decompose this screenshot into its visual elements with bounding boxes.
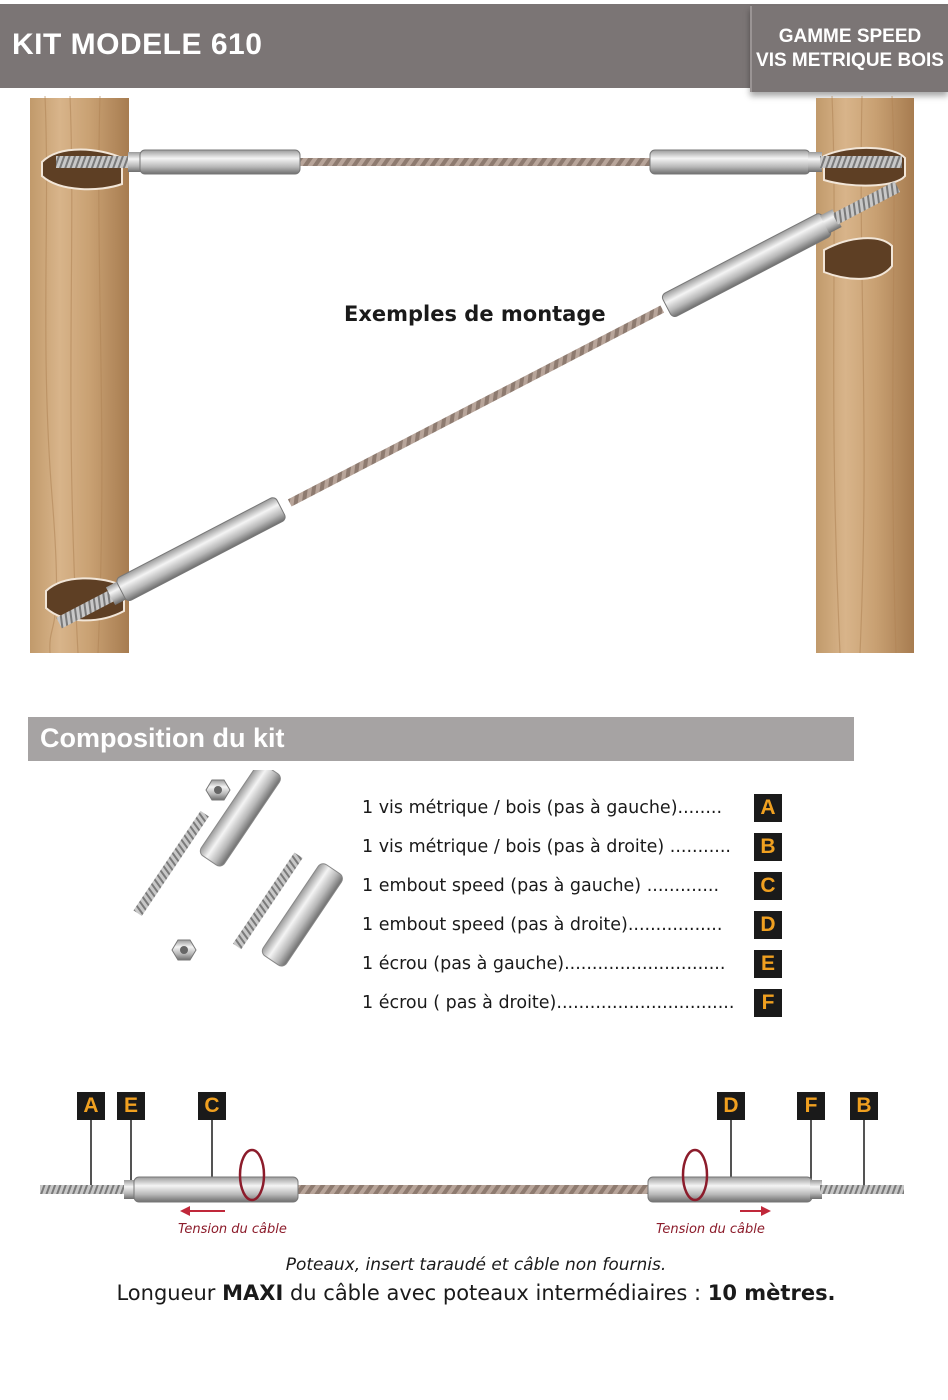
composition-item-letter: F xyxy=(754,989,782,1017)
kit-parts-photo xyxy=(100,770,360,1030)
part-label-b: B xyxy=(850,1092,878,1120)
tension-label-right: Tension du câble xyxy=(656,1222,765,1237)
composition-title: Composition du kit xyxy=(40,723,285,753)
composition-item-text: 1 embout speed (pas à droite)................. xyxy=(362,914,723,935)
composition-item xyxy=(362,866,782,905)
composition-item-letter: D xyxy=(754,911,782,939)
composition-item-text: 1 vis métrique / bois (pas à gauche)........ xyxy=(362,797,723,818)
part-label-c: C xyxy=(198,1092,226,1120)
part-label-f: F xyxy=(797,1092,825,1120)
composition-item xyxy=(362,827,782,866)
composition-item-letter: A xyxy=(754,794,782,822)
footer-note: Poteaux, insert taraudé et câble non fournis. xyxy=(285,1255,667,1275)
footer-main-bold2: 10 mètres. xyxy=(707,1281,836,1305)
composition-item xyxy=(362,944,782,983)
mounting-caption: Exemples de montage xyxy=(344,302,606,326)
page-title: KIT MODELE 610 xyxy=(12,28,263,61)
composition-item xyxy=(362,983,782,1022)
part-label-a: A xyxy=(77,1092,105,1120)
footer-max-length xyxy=(0,1281,948,1305)
composition-item-letter: E xyxy=(754,950,782,978)
composition-item-text: 1 écrou (pas à gauche)............................. xyxy=(362,953,726,974)
part-label-d: D xyxy=(717,1092,745,1120)
footer-main-middle: du câble avec poteaux intermédiaires : xyxy=(283,1281,708,1305)
composition-item-text: 1 embout speed (pas à gauche) ............. xyxy=(362,875,720,896)
composition-item xyxy=(362,905,782,944)
range-badge-line1: GAMME SPEED xyxy=(778,26,922,47)
footer-main-bold1: MAXI xyxy=(222,1281,284,1305)
composition-item xyxy=(362,788,782,827)
mounting-example-illustration xyxy=(0,96,948,656)
composition-item-letter: C xyxy=(754,872,782,900)
composition-item-text: 1 écrou ( pas à droite)................................ xyxy=(362,992,735,1013)
composition-item-letter: B xyxy=(754,833,782,861)
range-badge xyxy=(750,6,948,92)
composition-list xyxy=(362,788,782,1022)
range-badge-line2: VIS METRIQUE BOIS xyxy=(756,50,944,71)
composition-section-header xyxy=(28,717,854,761)
composition-item-text: 1 vis métrique / bois (pas à droite) ........... xyxy=(362,836,731,857)
tension-label-left: Tension du câble xyxy=(178,1222,287,1237)
part-label-e: E xyxy=(117,1092,145,1120)
footer-main-prefix: Longueur xyxy=(116,1281,223,1305)
